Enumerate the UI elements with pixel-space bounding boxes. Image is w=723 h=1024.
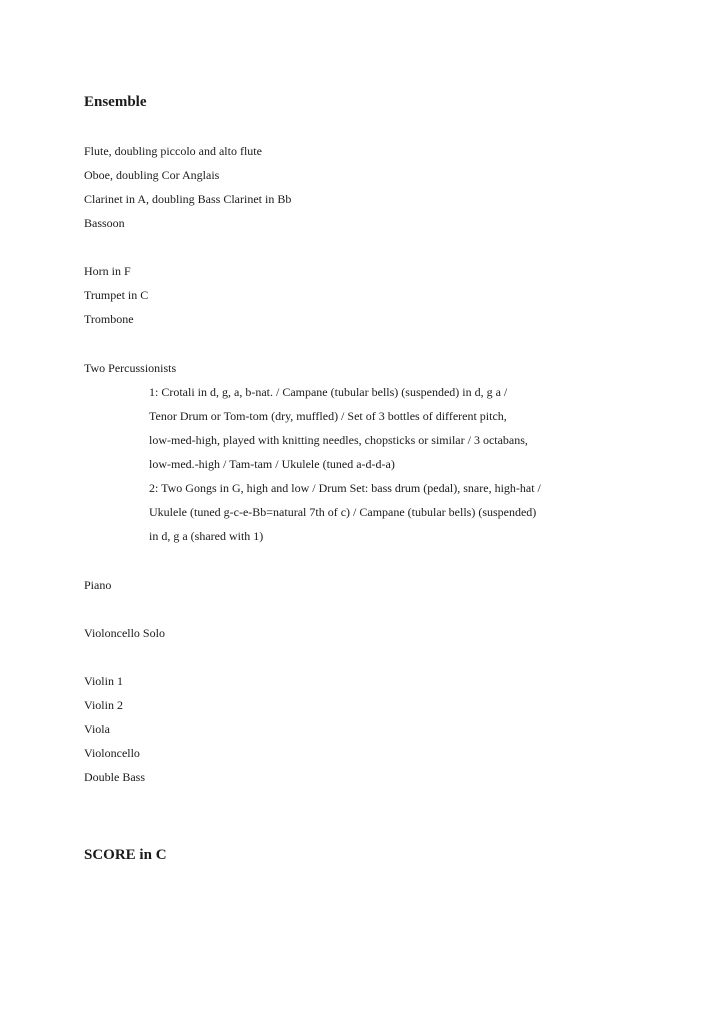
ensemble-heading: Ensemble bbox=[84, 94, 147, 110]
instrument-bassoon: Bassoon bbox=[84, 216, 125, 230]
percussion-label: Two Percussionists bbox=[84, 361, 177, 375]
instrument-piano: Piano bbox=[84, 578, 112, 592]
instrument-horn: Horn in F bbox=[84, 264, 131, 278]
percussion-player2-line: in d, g a (shared with 1) bbox=[149, 529, 264, 543]
instrument-violin2: Violin 2 bbox=[84, 698, 123, 712]
instrument-trombone: Trombone bbox=[84, 312, 134, 326]
percussion-player1-line: Tenor Drum or Tom-tom (dry, muffled) / Set of 3 bottles of different pitch, bbox=[149, 409, 507, 423]
instrument-double-bass: Double Bass bbox=[84, 770, 145, 784]
percussion-player1-line: low-med-high, played with knitting needles, chopsticks or similar / 3 octabans, bbox=[149, 433, 528, 447]
instrument-violoncello: Violoncello bbox=[84, 746, 140, 760]
instrument-flute: Flute, doubling piccolo and alto flute bbox=[84, 144, 262, 158]
percussion-player2-line: 2: Two Gongs in G, high and low / Drum Set: bass drum (pedal), snare, high-hat / bbox=[149, 481, 541, 495]
instrument-clarinet: Clarinet in A, doubling Bass Clarinet in Bb bbox=[84, 192, 292, 206]
instrument-violin1: Violin 1 bbox=[84, 674, 123, 688]
score-heading: SCORE in C bbox=[84, 847, 167, 863]
percussion-player2-line: Ukulele (tuned g-c-e-Bb=natural 7th of c) / Campane (tubular bells) (suspended) bbox=[149, 505, 537, 519]
percussion-player1-line: low-med.-high / Tam-tam / Ukulele (tuned a-d-d-a) bbox=[149, 457, 395, 471]
percussion-player1-line: 1: Crotali in d, g, a, b-nat. / Campane (tubular bells) (suspended) in d, g a / bbox=[149, 385, 508, 399]
instrument-oboe: Oboe, doubling Cor Anglais bbox=[84, 168, 220, 182]
instrument-viola: Viola bbox=[84, 722, 110, 736]
instrument-trumpet: Trumpet in C bbox=[84, 288, 149, 302]
instrument-soloist: Violoncello Solo bbox=[84, 626, 165, 640]
